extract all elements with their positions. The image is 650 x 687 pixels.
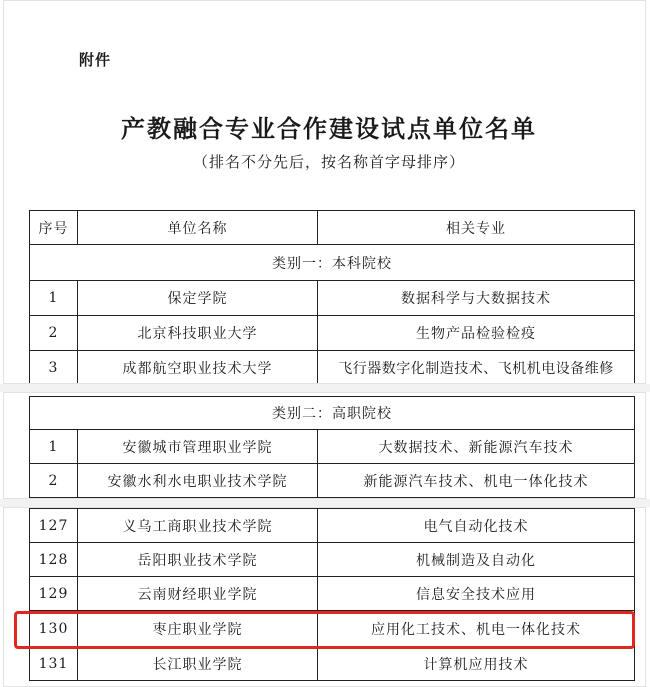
document-panel-top [3, 0, 646, 384]
row-major: 生物产品检验检疫 [318, 316, 635, 351]
table-middle [29, 396, 635, 498]
row-no: 1 [30, 281, 78, 316]
row-name: 安徽城市管理职业学院 [78, 430, 318, 464]
row-major: 应用化工技术、机电一体化技术 [318, 611, 635, 647]
section2-heading: 类别二：高职院校 [30, 397, 635, 430]
highlight-box [14, 611, 635, 649]
row-no: 2 [30, 464, 78, 498]
row-major: 数据科学与大数据技术 [318, 281, 635, 316]
table-row [30, 351, 635, 385]
row-name: 保定学院 [78, 281, 318, 316]
header-major: 相关专业 [318, 211, 635, 245]
panel-gap [0, 384, 650, 392]
document-panel-middle [3, 392, 646, 499]
table-row [30, 464, 635, 498]
header-name: 单位名称 [78, 211, 318, 245]
row-major: 信息安全技术应用 [318, 577, 635, 611]
row-major: 计算机应用技术 [318, 647, 635, 681]
row-major: 大数据技术、新能源汽车技术 [318, 430, 635, 464]
row-no: 129 [30, 577, 78, 611]
row-no: 131 [30, 647, 78, 681]
section1-heading: 类别一：本科院校 [30, 245, 635, 281]
row-major: 新能源汽车技术、机电一体化技术 [318, 464, 635, 498]
row-name: 安徽水利水电职业技术学院 [78, 464, 318, 498]
row-name: 成都航空职业技术大学 [78, 351, 318, 385]
document-panel-bottom [3, 507, 646, 687]
table-row [30, 577, 635, 611]
row-name: 岳阳职业技术学院 [78, 543, 318, 577]
table-row [30, 430, 635, 464]
table-bottom [29, 508, 635, 681]
table-row [30, 509, 635, 543]
row-major: 电气自动化技术 [318, 509, 635, 543]
row-major: 飞行器数字化制造技术、飞机机电设备维修 [318, 351, 635, 385]
section-heading-row [30, 245, 635, 281]
attachment-label: 附件 [79, 51, 112, 69]
table-top [29, 210, 635, 384]
row-name: 云南财经职业学院 [78, 577, 318, 611]
table-row [30, 543, 635, 577]
row-major: 机械制造及自动化 [318, 543, 635, 577]
row-no: 1 [30, 430, 78, 464]
table-header-row [30, 211, 635, 245]
panel-gap [0, 499, 650, 507]
row-name: 北京科技职业大学 [78, 316, 318, 351]
row-no: 130 [30, 611, 78, 647]
header-no: 序号 [30, 211, 78, 245]
row-name: 义乌工商职业技术学院 [78, 509, 318, 543]
row-name: 长江职业学院 [78, 647, 318, 681]
row-name: 枣庄职业学院 [78, 611, 318, 647]
row-no: 2 [30, 316, 78, 351]
page-title: 产教融合专业合作建设试点单位名单 [121, 114, 537, 143]
table-row [30, 281, 635, 316]
page-subtitle: （排名不分先后，按名称首字母排序） [192, 153, 465, 171]
row-no: 128 [30, 543, 78, 577]
section-heading-row [30, 397, 635, 430]
table-row [30, 316, 635, 351]
row-no: 3 [30, 351, 78, 385]
row-no: 127 [30, 509, 78, 543]
table-row [30, 647, 635, 681]
